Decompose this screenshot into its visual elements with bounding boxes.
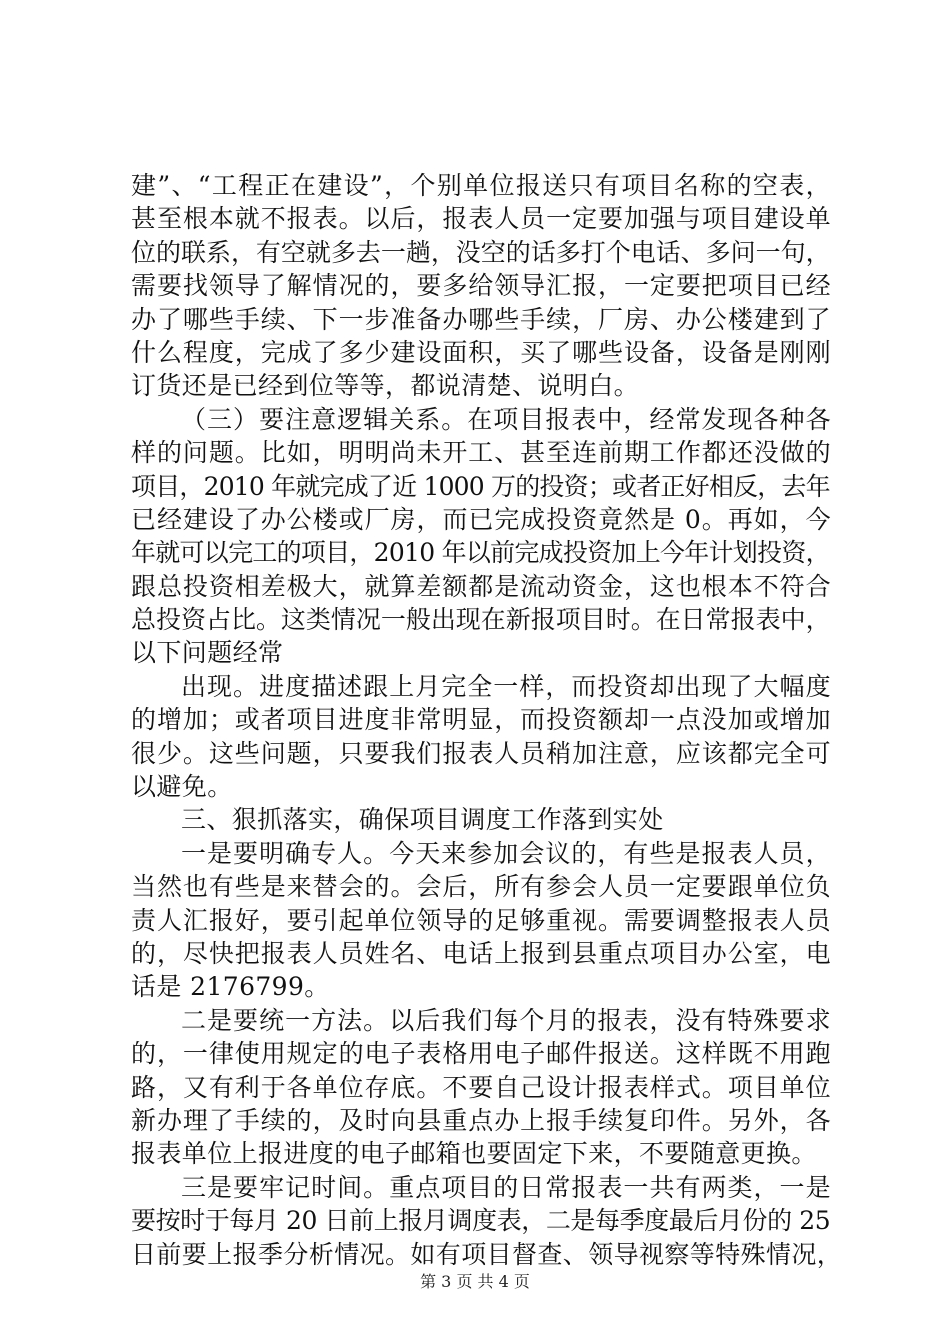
- text-line: 日前要上报季分析情况。如有项目督查、领导视察等特殊情况，: [131, 1239, 843, 1269]
- text-line: 什么程度，完成了多少建设面积，买了哪些设备，设备是刚刚: [131, 337, 832, 367]
- document-body: [131, 169, 843, 1271]
- text-line: 甚至根本就不报表。以后，报表人员一定要加强与项目建设单: [131, 204, 832, 234]
- text-line: 三、狠抓落实，确保项目调度工作落到实处: [181, 805, 664, 835]
- text-line: 很少。这些问题，只要我们报表人员稍加注意，应该都完全可: [131, 738, 832, 768]
- text-line: 报表单位上报进度的电子邮箱也要固定下来，不要随意更换。: [131, 1139, 817, 1169]
- text-line: （三）要注意逻辑关系。在项目报表中，经常发现各种各: [181, 404, 832, 434]
- text-line: 以避免。: [131, 772, 233, 802]
- text-line: 责人汇报好，要引起单位领导的足够重视。需要调整报表人员: [131, 905, 832, 935]
- text-line: 建”、“工程正在建设”，个别单位报送只有项目名称的空表，: [131, 171, 832, 200]
- text-line: 新办理了手续的，及时向县重点办上报手续复印件。另外，各: [131, 1105, 832, 1135]
- text-line: 跟总投资相差极大，就算差额都是流动资金，这也根本不符合: [131, 571, 832, 601]
- text-line: 路，又有利于各单位存底。不要自己设计报表样式。项目单位: [131, 1072, 832, 1102]
- text-line: 二是要统一方法。以后我们每个月的报表，没有特殊要求: [181, 1005, 832, 1035]
- text-line: 三是要牢记时间。重点项目的日常报表一共有两类，一是: [181, 1172, 832, 1202]
- text-line: 以下问题经常: [131, 638, 284, 668]
- text-line: 已经建设了办公楼或厂房，而已完成投资竟然是 0。再如，今: [131, 504, 832, 534]
- text-line: 总投资占比。这类情况一般出现在新报项目时。在日常报表中，: [131, 605, 831, 635]
- text-line: 的，尽快把报表人员姓名、电话上报到县重点项目办公室，电: [131, 938, 832, 968]
- text-line: 的，一律使用规定的电子表格用电子邮件报送。这样既不用跑: [131, 1039, 832, 1069]
- text-line: 话是 2176799。: [131, 972, 330, 1002]
- text-line: 项目，2010 年就完成了近 1000 万的投资；或者正好相反，去年: [131, 471, 830, 501]
- text-line: 办了哪些手续、下一步准备办哪些手续，厂房、办公楼建到了: [131, 304, 832, 334]
- text-line: 订货还是已经到位等等，都说清楚、说明白。: [131, 371, 640, 401]
- text-line: 需要找领导了解情况的，要多给领导汇报，一定要把项目已经: [131, 271, 832, 301]
- text-line: 年就可以完工的项目，2010 年以前完成投资加上今年计划投资，: [131, 538, 830, 568]
- text-line: 要按时于每月 20 日前上报月调度表，二是每季度最后月份的 25: [131, 1206, 831, 1236]
- text-line: 位的联系，有空就多去一趟，没空的话多打个电话、多问一句，: [131, 237, 831, 267]
- text-line: 出现。进度描述跟上月完全一样，而投资却出现了大幅度: [181, 671, 832, 701]
- text-line: 样的问题。比如，明明尚未开工、甚至连前期工作都还没做的: [131, 438, 832, 468]
- text-line: 的增加；或者项目进度非常明显，而投资额却一点没加或增加: [131, 705, 832, 735]
- page-footer: 第 3 页 共 4 页: [420, 1272, 530, 1291]
- text-line: 当然也有些是来替会的。会后，所有参会人员一定要跟单位负: [131, 872, 832, 902]
- text-line: 一是要明确专人。今天来参加会议的，有些是报表人员，: [181, 838, 832, 868]
